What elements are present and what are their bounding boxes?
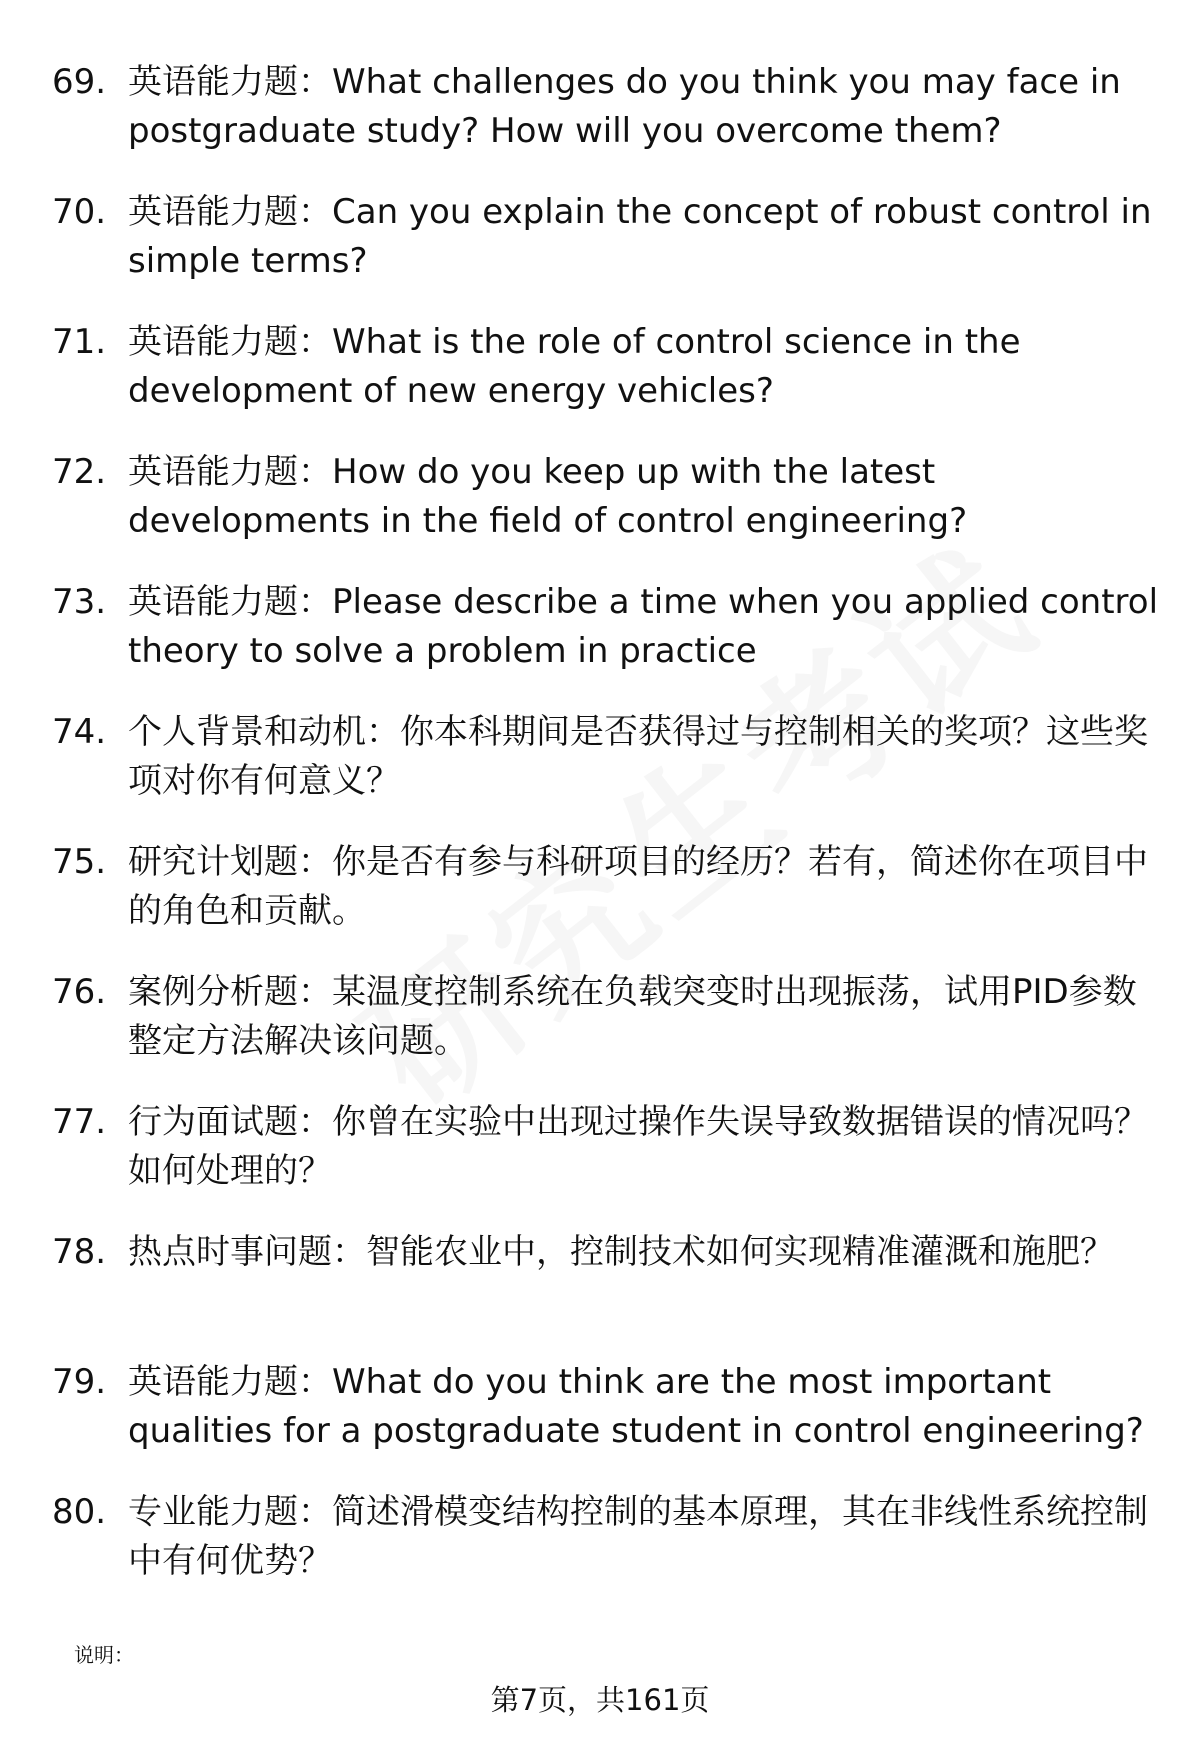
question-item: [52, 708, 1162, 814]
question-number: 78.: [52, 1232, 107, 1272]
question-text: 英语能力题：What do you think are the most important qualities for a postgraduate student in control engineering?: [128, 1362, 1144, 1451]
question-number: 79.: [52, 1362, 107, 1402]
question-text: 案例分析题：某温度控制系统在负载突变时出现振荡，试用PID参数整定方法解决该问题。: [128, 972, 1137, 1061]
question-text: 英语能力题：What challenges do you think you may face in postgraduate study? How will you overcome them?: [128, 62, 1121, 151]
question-item: [52, 318, 1162, 424]
question-item: [52, 188, 1162, 294]
footer-note-label: 说明：: [74, 1643, 134, 1667]
question-number: 69.: [52, 62, 107, 102]
question-number: 73.: [52, 582, 107, 622]
question-number: 80.: [52, 1492, 107, 1532]
question-number: 74.: [52, 712, 107, 752]
question-text: 英语能力题：Please describe a time when you applied control theory to solve a problem in practice: [128, 582, 1159, 671]
question-number: 71.: [52, 322, 107, 362]
question-item: [52, 838, 1162, 944]
question-item: [52, 58, 1162, 164]
question-item: [52, 968, 1162, 1074]
question-text: 研究计划题：你是否有参与科研项目的经历？若有，简述你在项目中的角色和贡献。: [128, 842, 1148, 931]
question-item: [52, 1098, 1162, 1204]
page-indicator: 第7页，共161页: [490, 1683, 710, 1717]
question-item: [52, 1488, 1162, 1594]
question-item: [52, 1228, 1162, 1334]
question-item: [52, 1358, 1162, 1464]
question-text: 热点时事问题：智能农业中，控制技术如何实现精准灌溉和施肥？: [128, 1232, 1114, 1272]
question-text: 英语能力题：What is the role of control science in the development of new energy vehicles?: [128, 322, 1021, 411]
question-number: 70.: [52, 192, 107, 232]
question-text: 个人背景和动机：你本科期间是否获得过与控制相关的奖项？这些奖项对你有何意义？: [128, 712, 1148, 801]
question-list: [52, 58, 1162, 1618]
question-text: 英语能力题：How do you keep up with the latest developments in the field of control engineering?: [128, 452, 968, 541]
question-text: 专业能力题：简述滑模变结构控制的基本原理，其在非线性系统控制中有何优势？: [128, 1492, 1148, 1581]
question-text: 行为面试题：你曾在实验中出现过操作失误导致数据错误的情况吗？如何处理的？: [128, 1102, 1148, 1191]
question-number: 75.: [52, 842, 107, 882]
question-text: 英语能力题：Can you explain the concept of robust control in simple terms?: [128, 192, 1152, 281]
question-number: 77.: [52, 1102, 107, 1142]
question-number: 76.: [52, 972, 107, 1012]
question-number: 72.: [52, 452, 107, 492]
question-item: [52, 578, 1162, 684]
question-item: [52, 448, 1162, 554]
